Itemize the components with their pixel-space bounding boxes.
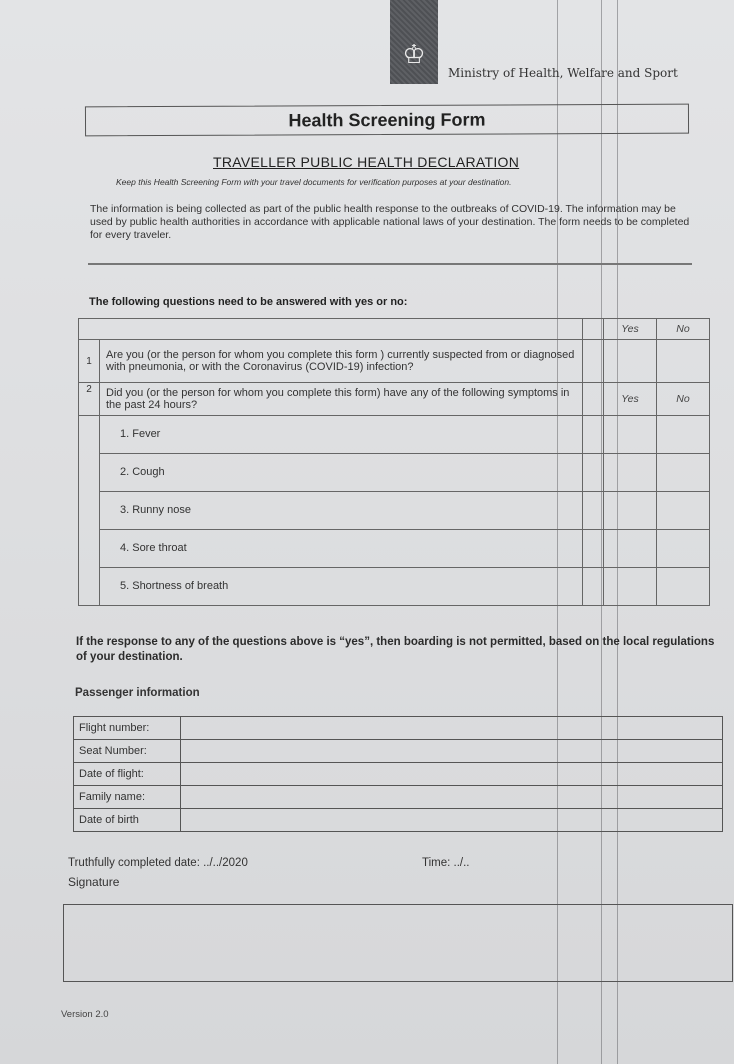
keep-note: Keep this Health Screening Form with your travel documents for verification purposes at your destination. <box>116 177 512 187</box>
family-name-field[interactable] <box>181 786 723 809</box>
passenger-field-row <box>74 786 723 809</box>
ministry-name: Ministry of Health, Welfare and Sport <box>448 66 678 80</box>
seat-number-field[interactable] <box>181 740 723 763</box>
symptom-yes-cell[interactable] <box>604 568 657 606</box>
passenger-field-row <box>74 809 723 832</box>
intro-paragraph: The information is being collected as part of the public health response to the outbreaks of COVID-19. The information may be used by public health authorities in accordance with applicable national laws of your destination. The form needs to be completed for every traveler. <box>90 203 690 241</box>
passenger-field-row <box>74 717 723 740</box>
version-label: Version 2.0 <box>61 1009 109 1020</box>
flight-number-field[interactable] <box>181 717 723 740</box>
answer-yes-cell[interactable] <box>604 340 657 383</box>
symptom-yes-cell[interactable] <box>604 492 657 530</box>
field-label: Family name: <box>74 786 181 809</box>
symptom-label: 5. Shortness of breath <box>100 568 583 606</box>
symptom-no-cell[interactable] <box>657 454 710 492</box>
question-row <box>79 383 710 416</box>
date-of-birth-field[interactable] <box>181 809 723 832</box>
yes-column-header: Yes <box>604 319 657 340</box>
symptom-row <box>79 568 710 606</box>
passenger-field-row <box>74 740 723 763</box>
symptom-no-cell[interactable] <box>657 568 710 606</box>
symptom-no-cell[interactable] <box>657 492 710 530</box>
symptom-yes-cell[interactable] <box>604 454 657 492</box>
symptom-label: 4. Sore throat <box>100 530 583 568</box>
signature-box[interactable] <box>63 904 733 982</box>
symptom-label: 1. Fever <box>100 416 583 454</box>
symptom-row <box>79 530 710 568</box>
question-number: 1 <box>79 340 100 383</box>
passenger-field-row <box>74 763 723 786</box>
no-column-header: No <box>657 319 710 340</box>
boarding-warning: If the response to any of the questions above is “yes”, then boarding is not permitted, based on the local regulations of your destination. <box>76 636 715 663</box>
form-title: Health Screening Form <box>288 109 486 131</box>
no-label: No <box>657 383 710 416</box>
field-label: Date of flight: <box>74 763 181 786</box>
declaration-subtitle: TRAVELLER PUBLIC HEALTH DECLARATION <box>213 154 520 170</box>
symptom-no-cell[interactable] <box>657 416 710 454</box>
question-text: Are you (or the person for whom you complete this form ) currently suspected from or diagnosed with pneumonia, or with the Coronavirus (COVID-19) infection? <box>100 340 583 383</box>
form-title-box <box>85 104 689 137</box>
divider <box>88 263 692 265</box>
passenger-info-table <box>73 716 723 832</box>
field-label: Date of birth <box>74 809 181 832</box>
answer-no-cell[interactable] <box>657 340 710 383</box>
symptom-label: 2. Cough <box>100 454 583 492</box>
symptom-yes-cell[interactable] <box>604 530 657 568</box>
field-label: Seat Number: <box>74 740 181 763</box>
symptom-label: 3. Runny nose <box>100 492 583 530</box>
date-of-flight-field[interactable] <box>181 763 723 786</box>
passenger-info-heading: Passenger information <box>75 687 200 699</box>
questions-header-row <box>79 319 710 340</box>
symptom-row <box>79 454 710 492</box>
question-row <box>79 340 710 383</box>
field-label: Flight number: <box>74 717 181 740</box>
completed-time: Time: ../.. <box>422 857 470 869</box>
question-text: Did you (or the person for whom you complete this form) have any of the following symptoms in the past 24 hours? <box>100 383 583 416</box>
questions-heading: The following questions need to be answered with yes or no: <box>89 296 408 308</box>
yes-label: Yes <box>604 383 657 416</box>
symptom-yes-cell[interactable] <box>604 416 657 454</box>
signature-label: Signature <box>68 875 120 889</box>
questions-table <box>78 318 710 606</box>
crest-icon: ♔ <box>402 39 426 69</box>
symptom-no-cell[interactable] <box>657 530 710 568</box>
symptom-row <box>79 492 710 530</box>
symptom-row <box>79 416 710 454</box>
question-number: 2 <box>79 383 100 416</box>
completed-date: Truthfully completed date: ../../2020 <box>68 857 248 869</box>
